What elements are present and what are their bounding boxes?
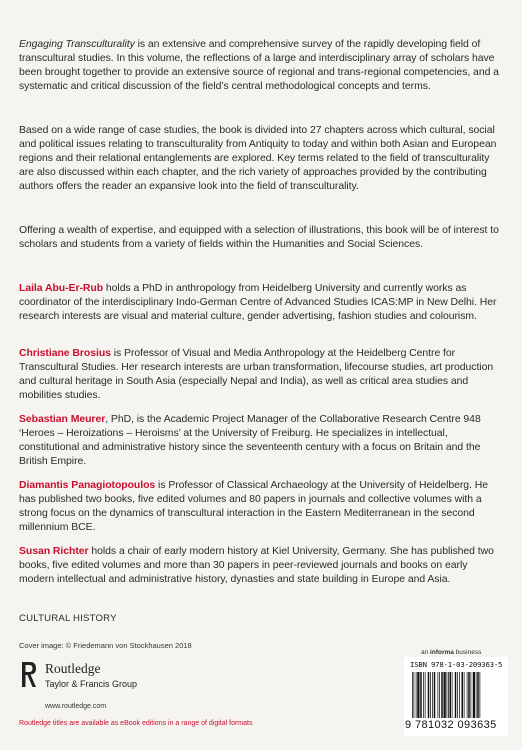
barcode-bar xyxy=(462,672,464,718)
barcode-bar xyxy=(450,672,452,718)
barcode-bar xyxy=(457,672,458,718)
intro-paragraph-2 xyxy=(19,124,503,194)
barcode-bar xyxy=(448,672,449,718)
barcode-bar xyxy=(420,672,422,718)
author-name: Diamantis Panagiotopoulos xyxy=(19,480,156,491)
author-bio-text: is Professor of Visual and Media Anthropology at the Heidelberg Centre for Transcultural Studies. Her research interests are urban transformation, lifecourse studies, art production and cultural heritage in South Asia (especially Nepal and India), as well as critical area studies and mobilities studies. xyxy=(19,348,494,402)
barcode-bar xyxy=(444,672,446,718)
barcode-bar xyxy=(417,672,419,718)
isbn-label: ISBN 978-1-03-209363-5 xyxy=(410,660,503,669)
publisher-url: www.routledge.com xyxy=(45,703,107,710)
barcode-bar xyxy=(455,672,457,718)
barcode-bar xyxy=(480,672,481,718)
barcode-bar xyxy=(412,672,413,718)
author-bio-4 xyxy=(19,479,503,535)
intro-text: is an extensive and comprehensive survey of the rapidly developing field of transcultural studies. In this volume, the reflections of a large and interdisciplinary array of scholars have been brought together to provide an extensive source of regional and trans-regional competencies, and a systematic and critical discussion of the field’s central methodological concepts and terms. xyxy=(19,39,499,93)
barcode-bar xyxy=(476,672,477,718)
author-name: Laila Abu-Er-Rub xyxy=(19,283,104,294)
author-bio-3 xyxy=(19,413,503,469)
publisher-logo xyxy=(19,660,219,696)
barcode-bar xyxy=(468,672,470,718)
barcode-bar xyxy=(441,672,443,718)
author-bio-1 xyxy=(19,282,503,324)
barcode-bar xyxy=(416,672,417,718)
subject-category: CULTURAL HISTORY xyxy=(19,613,117,624)
barcode-bar xyxy=(447,672,448,718)
author-bio-2 xyxy=(19,347,503,403)
routledge-r-logo-icon xyxy=(19,660,39,690)
author-bio-5 xyxy=(19,545,503,587)
barcode-bar xyxy=(434,672,436,718)
author-bio-text: holds a PhD in anthropology from Heidelberg University and currently works as coordinator of the interdisciplinary Indo-German Centre of Advanced Studies ICAS:MP in New Delhi. Her research interests are visual and material culture, gender advertising, fashion studies and colourism. xyxy=(19,283,497,323)
barcode-bar xyxy=(430,672,431,718)
barcode-bar xyxy=(425,672,426,718)
barcode-bar xyxy=(438,672,439,718)
barcode-bar xyxy=(452,672,453,718)
barcode-bar xyxy=(414,672,415,718)
barcode-bars xyxy=(412,672,504,718)
author-name: Sebastian Meurer xyxy=(19,414,106,425)
intro-paragraph-3 xyxy=(19,224,503,252)
barcode-bar xyxy=(473,672,475,718)
barcode-panel xyxy=(404,657,508,736)
barcode-bar xyxy=(467,672,468,718)
intro-text: Based on a wide range of case studies, the book is divided into 27 chapters across which cultural, social and political issues relating to transculturality from Antiquity to today and within both Asian and European regions and their relational entanglements are explored. Key terms related to the field of transculturality are also discussed within each chapter, and the rich variety of approaches provided by the contributing authors offers the reader an expansive look into the field of transculturality. xyxy=(19,125,497,193)
barcode-bar xyxy=(477,672,479,718)
informa-business-mark: an informa business xyxy=(421,649,482,656)
author-name: Christiane Brosius xyxy=(19,348,111,359)
author-name: Susan Richter xyxy=(19,546,89,557)
barcode-digits: 9 781032 093635 xyxy=(405,719,497,731)
barcode-bar xyxy=(428,672,430,718)
author-bio-text: holds a chair of early modern history at Kiel University, Germany. She has published two books, five edited volumes and more than 30 papers in peer-reviewed journals and books on early modern intellectual and administrative history, dynasties and state building in Europe and Asia. xyxy=(19,546,494,586)
book-title-italic: Engaging Transculturality xyxy=(19,39,135,50)
barcode-bar xyxy=(439,672,440,718)
barcode-bar xyxy=(423,672,424,718)
publisher-name: Routledge xyxy=(45,661,101,676)
cover-credit: Cover image: © Friedemann von Stockhausen 2018 xyxy=(19,641,192,650)
intro-paragraph-1 xyxy=(19,38,503,94)
publisher-group: Taylor & Francis Group xyxy=(45,679,138,689)
barcode-bar xyxy=(459,672,460,718)
ebook-note: Routledge titles are available as eBook editions in a range of digital formats xyxy=(19,720,253,727)
author-bio-text: , PhD, is the Academic Project Manager of the Collaborative Research Centre 948 ‘Heroes – Heroizations – Heroisms’ at the University of Freiburg. He specializes in intellectual, constitutional and administrative history since the seventeenth century with a focus on Britain and the British Empire. xyxy=(19,414,481,468)
barcode-bar xyxy=(464,672,465,718)
author-bio-text: is Professor of Classical Archaeology at the University of Heidelberg. He has published two books, five edited volumes and 80 papers in journals and collective volumes with a strong focus on the dynamics of transcultural interaction in the Eastern Mediterranean in the second millennium BCE. xyxy=(19,480,488,534)
informa-brand: informa xyxy=(430,649,454,656)
intro-text: Offering a wealth of expertise, and equipped with a selection of illustrations, this book will be of interest to scholars and students from a variety of fields within the Humanities and Social Sciences. xyxy=(19,225,499,251)
barcode-bar xyxy=(432,672,433,718)
barcode-bar xyxy=(471,672,472,718)
